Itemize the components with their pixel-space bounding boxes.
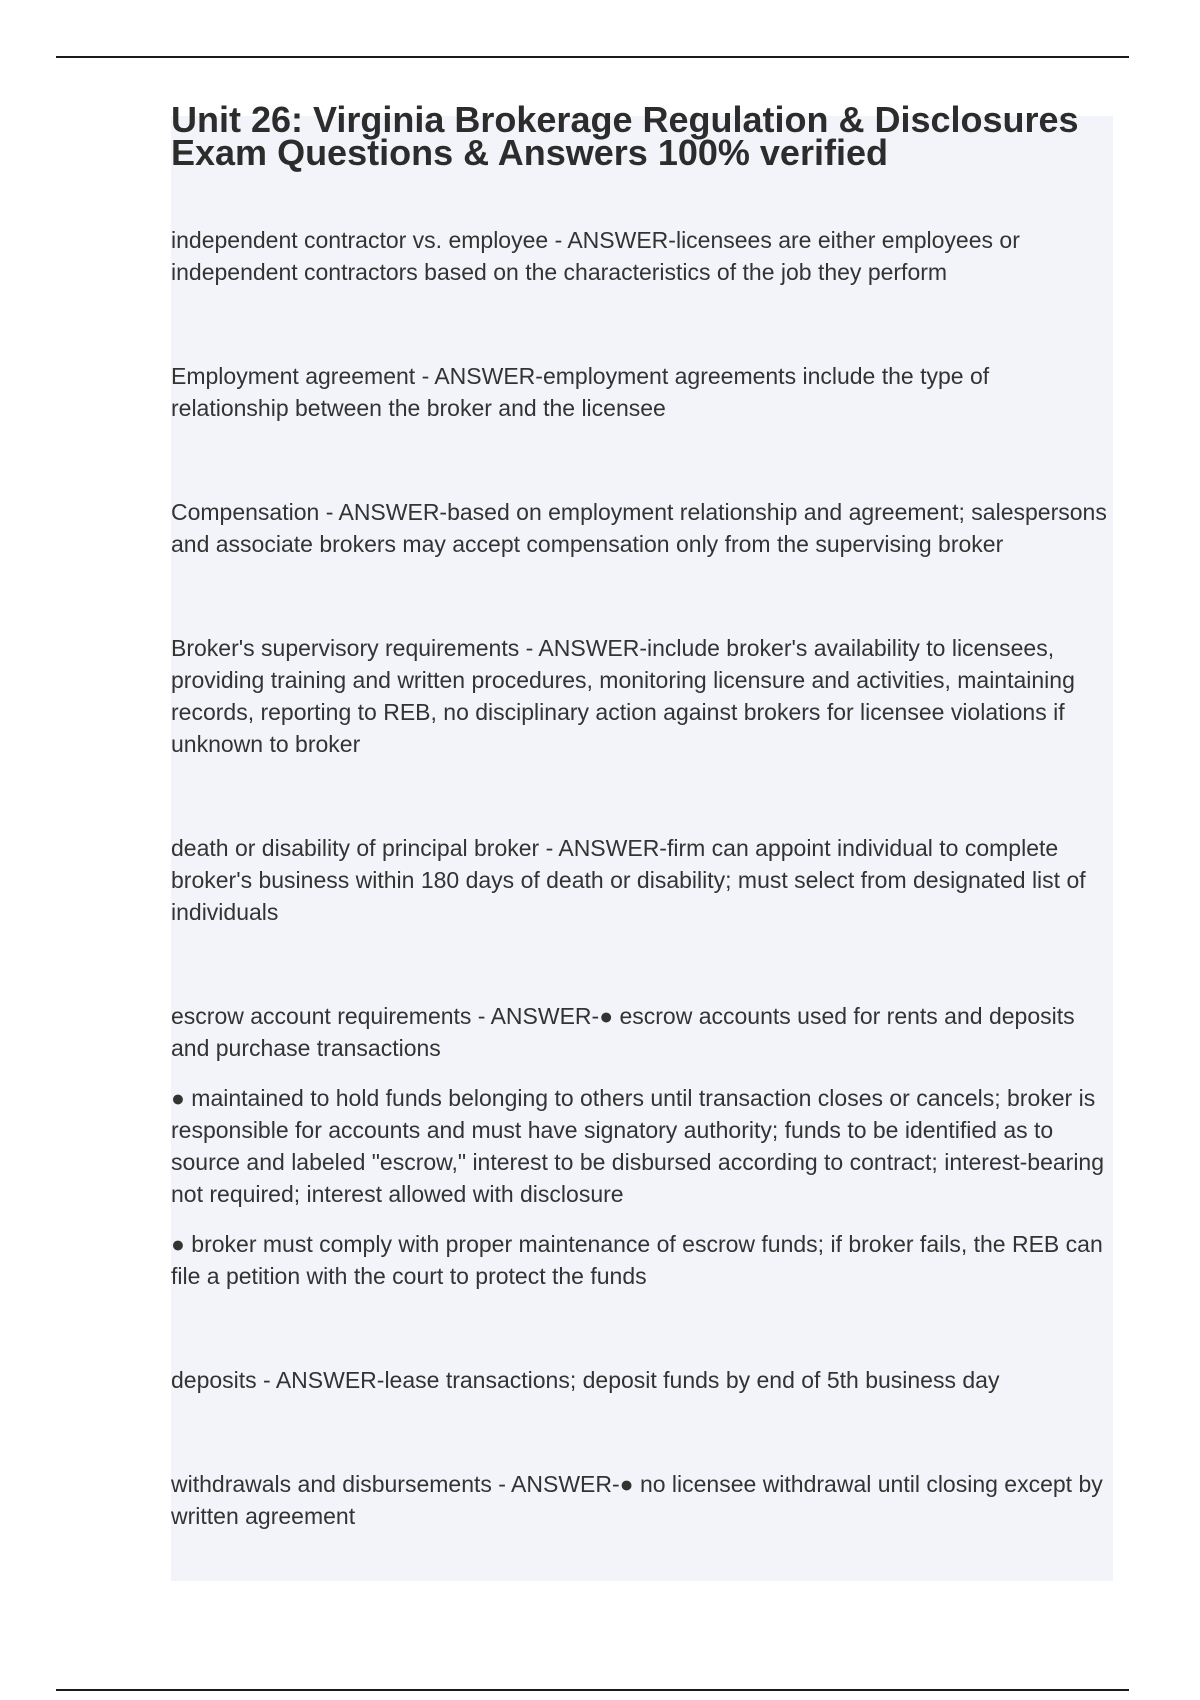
document-title: Unit 26: Virginia Brokerage Regulation & Disclosures Exam Questions & Answers 100% verified xyxy=(171,99,1079,173)
qa-entry xyxy=(171,1468,1113,1532)
qa-paragraph: withdrawals and disbursements - ANSWER-● no licensee withdrawal until closing except by written agreement xyxy=(171,1471,1103,1529)
document-body xyxy=(171,99,1113,1532)
qa-entry xyxy=(171,1364,1113,1396)
qa-entry xyxy=(171,632,1113,760)
qa-paragraph: Employment agreement - ANSWER-employment agreements include the type of relationship between the broker and the licensee xyxy=(171,363,990,421)
qa-entry xyxy=(171,1000,1113,1292)
top-rule xyxy=(56,56,1129,58)
qa-paragraph: death or disability of principal broker - ANSWER-firm can appoint individual to complete broker's business within 180 days of death or disability; must select from designated list of individuals xyxy=(171,835,1086,925)
qa-paragraph: escrow account requirements - ANSWER-● escrow accounts used for rents and deposits and purchase transactions xyxy=(171,1003,1075,1061)
qa-paragraph: Broker's supervisory requirements - ANSWER-include broker's availability to licensees, providing training and written procedures, monitoring licensure and activities, maintaining records, reporting to REB, no disciplinary action against brokers for licensee violations if unknown to broker xyxy=(171,635,1075,757)
qa-paragraph: deposits - ANSWER-lease transactions; deposit funds by end of 5th business day xyxy=(171,1367,1000,1393)
qa-paragraph: independent contractor vs. employee - ANSWER-licensees are either employees or independent contractors based on the characteristics of the job they perform xyxy=(171,227,1020,285)
qa-bullet-paragraph: ● broker must comply with proper maintenance of escrow funds; if broker fails, the REB can file a petition with the court to protect the funds xyxy=(171,1231,1103,1289)
qa-paragraph: Compensation - ANSWER-based on employment relationship and agreement; salespersons and associate brokers may accept compensation only from the supervising broker xyxy=(171,499,1107,557)
qa-entry xyxy=(171,360,1113,424)
qa-entry xyxy=(171,496,1113,560)
qa-entry xyxy=(171,832,1113,928)
qa-entry xyxy=(171,224,1113,288)
bottom-rule xyxy=(56,1689,1129,1691)
qa-bullet-paragraph: ● maintained to hold funds belonging to others until transaction closes or cancels; broker is responsible for accounts and must have signatory authority; funds to be identified as to source and labeled "escrow," interest to be disbursed according to contract; interest-bearing not required; interest allowed with disclosure xyxy=(171,1085,1105,1207)
